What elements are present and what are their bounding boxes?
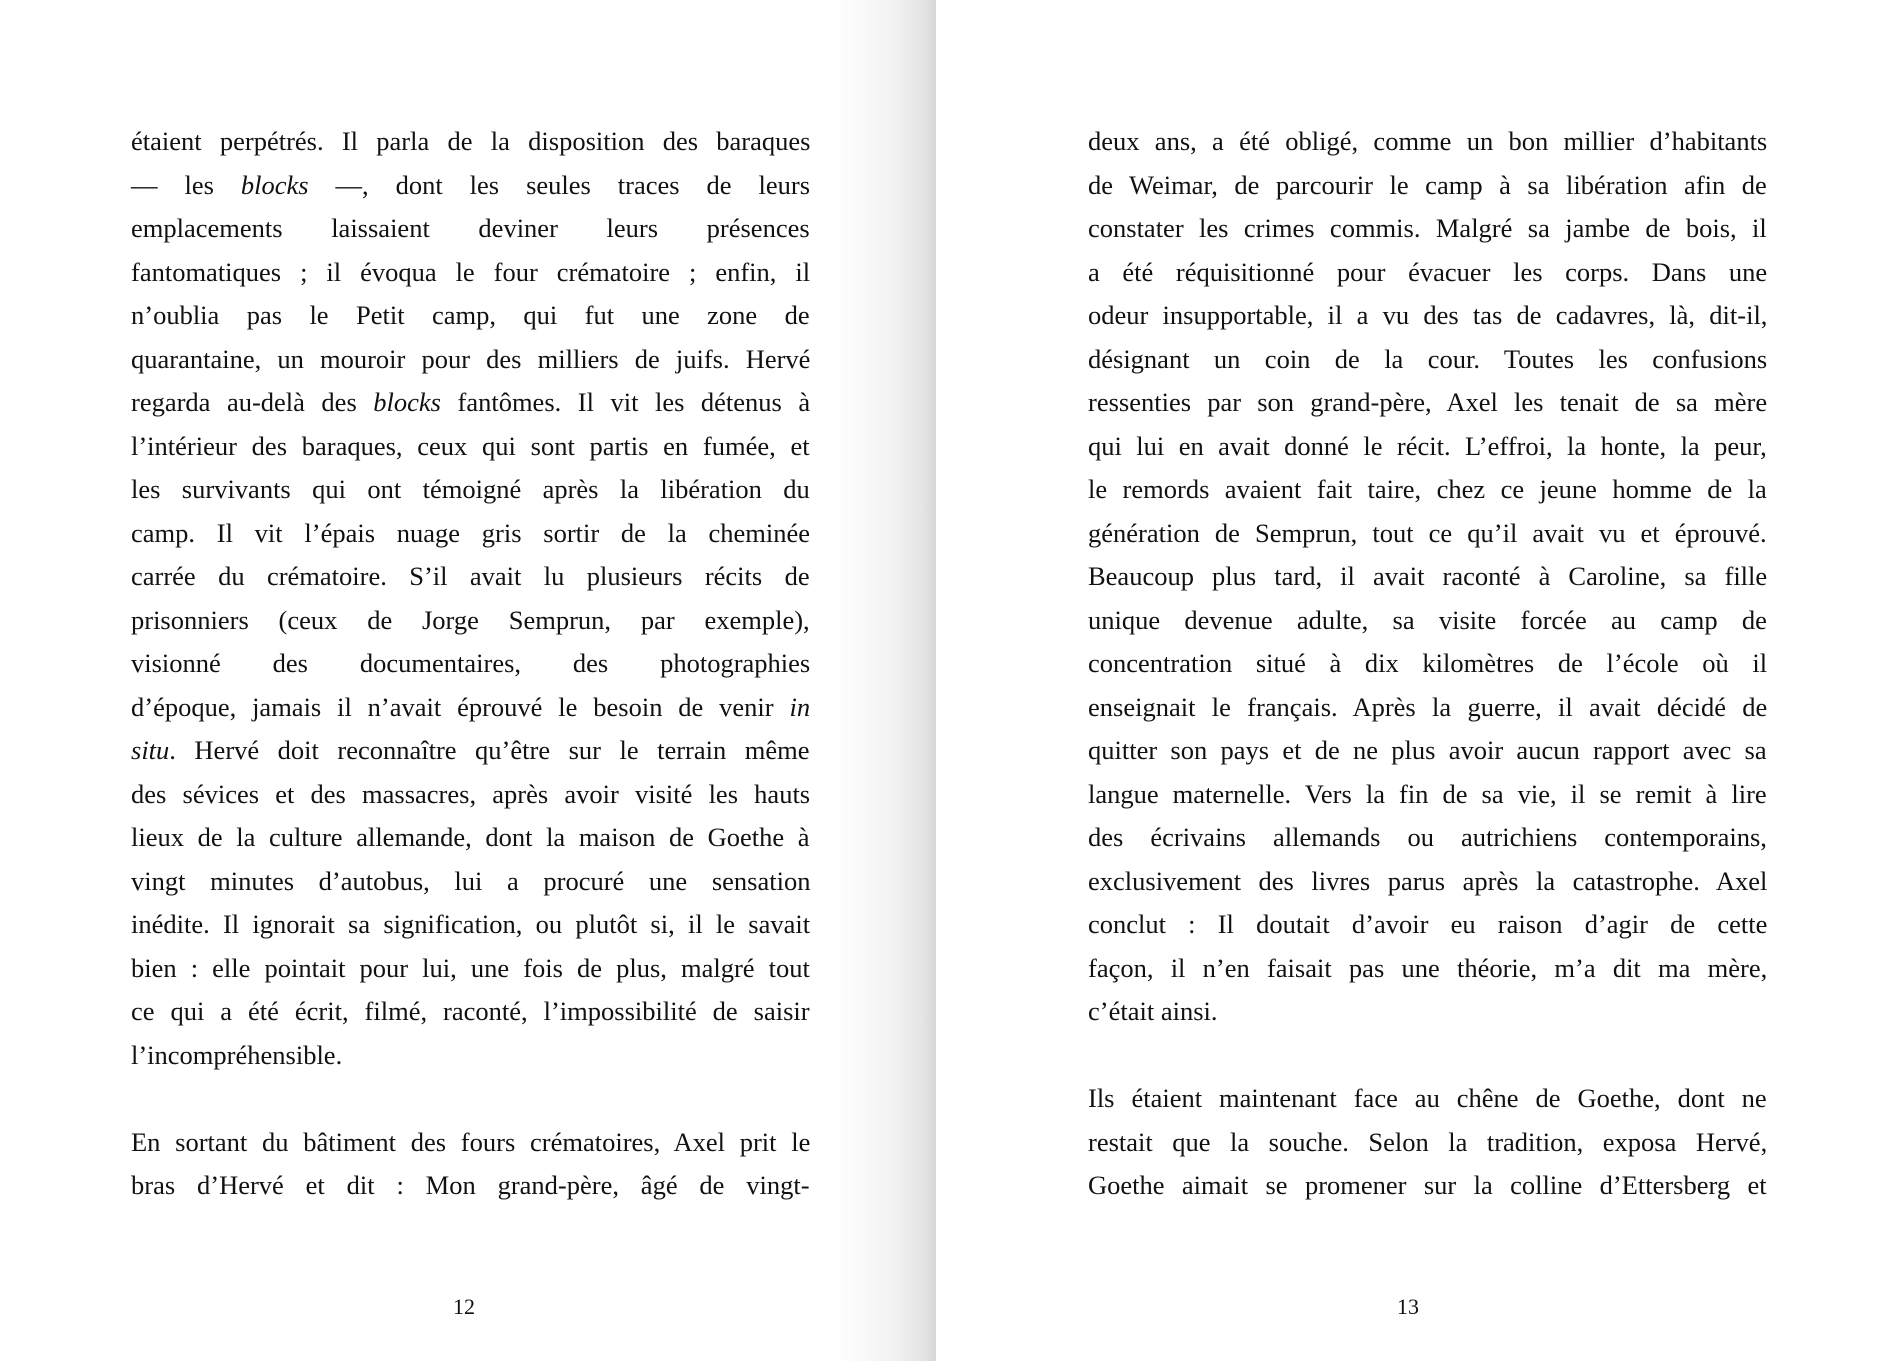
- right-page-text: [1088, 120, 1767, 1251]
- text-line: [1088, 251, 1767, 295]
- text-segment: . Hervé doit reconnaître qu’être sur le terrain même: [169, 735, 810, 765]
- text-segment: inédite. Il ignorait sa signification, ou plutôt si, il le savait: [131, 909, 811, 939]
- text-line: [1088, 860, 1767, 904]
- text-segment: d’époque, jamais il n’avait éprouvé le besoin de venir: [131, 691, 790, 722]
- text-segment: l’incompréhensible.: [131, 1039, 343, 1070]
- page-number-left: 12: [453, 1294, 475, 1319]
- text-line: [131, 207, 810, 251]
- text-segment: regarda au-delà des: [131, 387, 374, 417]
- right-page: [936, 0, 1878, 1361]
- text-line: [131, 164, 810, 208]
- text-segment: l’intérieur des baraques, ceux qui sont partis en fumée, et: [131, 430, 810, 461]
- text-segment: quitter son pays et de ne plus avoir aucun rapport avec sa: [1088, 735, 1767, 765]
- text-segment: conclut : Il doutait d’avoir eu raison d’agir de cette: [1088, 909, 1768, 939]
- text-segment: des sévices et des massacres, après avoir visité les hauts: [131, 778, 811, 809]
- text-segment: c’était ainsi.: [1088, 996, 1218, 1026]
- text-line: [131, 1034, 810, 1078]
- text-segment: visionné des documentaires, des photographies: [131, 648, 811, 678]
- text-line: [1088, 294, 1767, 338]
- text-segment: de Weimar, de parcourir le camp à sa libération afin de: [1088, 169, 1767, 200]
- text-segment: les survivants qui ont témoigné après la libération du: [131, 474, 810, 504]
- text-line: [1088, 903, 1767, 947]
- text-segment: langue maternelle. Vers la fin de sa vie, il se remit à lire: [1088, 778, 1767, 809]
- text-segment: vingt minutes d’autobus, lui a procuré une sensation: [131, 865, 811, 896]
- text-segment: camp. Il vit l’épais nuage gris sortir de la cheminée: [131, 517, 811, 548]
- text-segment: Beaucoup plus tard, il avait raconté à Caroline, sa fille: [1088, 561, 1768, 591]
- text-segment: concentration situé à dix kilomètres de l’école où il: [1088, 648, 1768, 678]
- text-line: [131, 555, 810, 599]
- text-line: [1088, 1164, 1767, 1208]
- text-segment: restait que la souche. Selon la tradition, exposa Hervé,: [1088, 1126, 1768, 1157]
- text-line: [1088, 120, 1767, 164]
- text-segment: Ils étaient maintenant face au chêne de Goethe, dont ne: [1088, 1083, 1767, 1113]
- text-segment: bras d’Hervé et dit : Mon grand-père, âgé de vingt-: [131, 1170, 810, 1200]
- text-segment: qui lui en avait donné le récit. L’effroi, la honte, la peur,: [1088, 430, 1767, 461]
- text-line: [131, 903, 810, 947]
- text-line: [1088, 773, 1767, 817]
- text-line: [131, 816, 810, 860]
- text-segment: le remords avaient fait taire, chez ce jeune homme de la: [1088, 474, 1767, 504]
- text-segment: En sortant du bâtiment des fours crématoires, Axel prit le: [131, 1126, 811, 1157]
- text-segment: carrée du crématoire. S’il avait lu plusieurs récits de: [131, 561, 810, 591]
- paragraph: [1088, 120, 1767, 1034]
- text-segment: prisonniers (ceux de Jorge Semprun, par exemple),: [131, 604, 810, 635]
- text-segment: ressenties par son grand-père, Axel les tenait de sa mère: [1088, 387, 1768, 417]
- text-line: [131, 425, 810, 469]
- text-line: [131, 947, 810, 991]
- text-line: [1088, 381, 1767, 425]
- text-segment: des écrivains allemands ou autrichiens contemporains,: [1088, 822, 1767, 852]
- paragraph: [1088, 1077, 1767, 1208]
- text-line: [1088, 164, 1767, 208]
- text-line: [1088, 642, 1767, 686]
- text-segment: n’oublia pas le Petit camp, qui fut une zone de: [131, 300, 810, 330]
- text-line: [131, 512, 810, 556]
- text-line: [131, 686, 810, 730]
- left-page: [0, 0, 936, 1361]
- text-segment: enseignait le français. Après la guerre, il avait décidé de: [1088, 691, 1768, 722]
- text-line: [131, 338, 810, 382]
- text-segment: étaient perpétrés. Il parla de la disposition des baraques: [131, 126, 811, 156]
- paragraph: [131, 120, 810, 1077]
- text-line: [1088, 947, 1767, 991]
- text-line: [131, 773, 810, 817]
- text-line: [131, 990, 810, 1034]
- italic-text: blocks: [240, 169, 309, 200]
- text-segment: constater les crimes commis. Malgré sa jambe de bois, il: [1088, 213, 1767, 243]
- text-line: [131, 294, 810, 338]
- text-segment: génération de Semprun, tout ce qu’il avait vu et éprouvé.: [1088, 517, 1767, 548]
- italic-text: situ: [131, 735, 170, 765]
- text-line: [131, 381, 810, 425]
- text-line: [1088, 729, 1767, 773]
- text-line: [131, 1121, 810, 1165]
- text-line: [131, 1164, 810, 1208]
- text-segment: lieux de la culture allemande, dont la maison de Goethe à: [131, 822, 810, 852]
- italic-text: blocks: [373, 387, 441, 417]
- text-line: [1088, 425, 1767, 469]
- text-segment: fantômes. Il vit les détenus à: [440, 387, 811, 417]
- text-line: [131, 729, 810, 773]
- text-segment: — les: [131, 169, 241, 200]
- text-line: [131, 860, 810, 904]
- text-line: [1088, 816, 1767, 860]
- text-line: [131, 468, 810, 512]
- text-segment: emplacements laissaient deviner leurs présences: [131, 213, 810, 243]
- text-segment: désignant un coin de la cour. Toutes les confusions: [1088, 343, 1768, 374]
- text-segment: Goethe aimait se promener sur la colline d’Ettersberg et: [1088, 1170, 1767, 1200]
- text-line: [1088, 555, 1767, 599]
- italic-text: in: [789, 691, 811, 722]
- page-number-right: 13: [1397, 1294, 1419, 1319]
- text-line: [131, 599, 810, 643]
- text-line: [1088, 207, 1767, 251]
- text-line: [1088, 686, 1767, 730]
- text-segment: bien : elle pointait pour lui, une fois de plus, malgré tout: [131, 952, 810, 983]
- text-segment: ce qui a été écrit, filmé, raconté, l’impossibilité de saisir: [131, 996, 810, 1026]
- text-segment: unique devenue adulte, sa visite forcée au camp de: [1088, 604, 1767, 635]
- text-segment: deux ans, a été obligé, comme un bon millier d’habitants: [1088, 126, 1768, 156]
- text-segment: a été réquisitionné pour évacuer les corps. Dans une: [1088, 256, 1768, 287]
- text-line: [1088, 338, 1767, 382]
- text-segment: fantomatiques ; il évoqua le four crématoire ; enfin, il: [131, 256, 811, 287]
- text-line: [1088, 512, 1767, 556]
- text-line: [131, 642, 810, 686]
- paragraph: [131, 1121, 810, 1208]
- text-segment: —, dont les seules traces de leurs: [308, 169, 811, 200]
- text-segment: quarantaine, un mouroir pour des milliers de juifs. Hervé: [131, 343, 811, 374]
- text-line: [131, 251, 810, 295]
- text-segment: exclusivement des livres parus après la catastrophe. Axel: [1088, 865, 1768, 896]
- text-line: [1088, 1077, 1767, 1121]
- text-line: [1088, 599, 1767, 643]
- text-segment: odeur insupportable, il a vu des tas de cadavres, là, dit-il,: [1088, 300, 1768, 330]
- text-line: [131, 120, 810, 164]
- text-line: [1088, 990, 1767, 1034]
- text-line: [1088, 468, 1767, 512]
- left-page-text: [131, 120, 810, 1251]
- text-line: [1088, 1121, 1767, 1165]
- text-segment: façon, il n’en faisait pas une théorie, m’a dit ma mère,: [1088, 952, 1768, 983]
